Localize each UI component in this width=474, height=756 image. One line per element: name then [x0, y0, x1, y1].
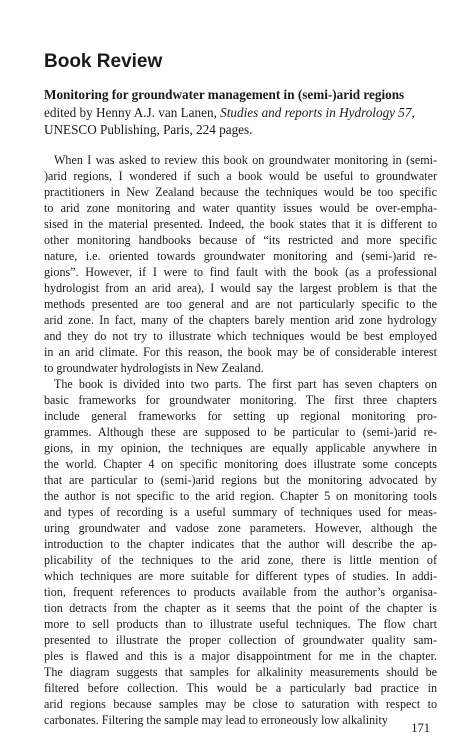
text-line: When I was asked to review this book on groundwater monitoring in (semi-	[54, 153, 437, 167]
text-line: that are particular to (semi-)arid regions but the monitoring advocated by	[44, 473, 437, 487]
text-line: to arid zone monitoring and water quantity issues would be over-empha-	[44, 201, 437, 215]
page-number: 171	[411, 721, 430, 735]
text-line: in an arid climate. For this reason, the book may be of considerable interest	[44, 345, 437, 359]
text-line: other monitoring handbooks because of “its restricted and more specific	[44, 233, 437, 247]
book-editor: edited by Henny A.J. van Lanen,	[44, 104, 221, 120]
text-line: nature, i.e. oriented towards groundwater monitoring and (semi-)arid re-	[44, 249, 437, 263]
text-line: grammes. Although these are supposed to be particular to (semi-)arid re-	[44, 425, 437, 439]
text-line: uring groundwater and vadose zone parameters. However, although the	[44, 521, 437, 535]
text-line: )arid regions, I wondered if such a book would be useful to groundwater	[44, 169, 437, 183]
text-line: the world. Chapter 4 on specific monitoring does illustrate some concepts	[44, 457, 437, 471]
text-line: sised in the material presented. Indeed, the book states that it is different to	[44, 217, 437, 231]
text-line: The book is divided into two parts. The first part has seven chapters on	[54, 377, 437, 391]
text-line: basic frameworks for groundwater monitoring. The first three chapters	[44, 393, 437, 407]
text-line: the author is not specific to the arid region. Chapter 5 on monitoring tools	[44, 489, 437, 503]
book-publisher: UNESCO Publishing, Paris, 224 pages.	[44, 122, 253, 137]
text-line: include general frameworks for setting up regional monitoring pro-	[44, 409, 437, 423]
text-line: and types of recording is a useful summary of techniques used for meas-	[44, 505, 437, 519]
text-line: filtered before collection. This would be a particularly bad practice in	[44, 681, 437, 695]
text-line: arid regions because samples may be close to saturation with respect to	[44, 697, 437, 711]
text-line: ples is flawed and this is a major disappointment for me in the chapter.	[44, 649, 437, 663]
text-line: practitioners in New Zealand because the techniques would be too specific	[44, 185, 437, 199]
text-line: which techniques are more suitable for different types of studies. In addi-	[44, 569, 437, 583]
text-line: presented to illustrate the proper collection of groundwater quality sam-	[44, 633, 437, 647]
text-line: and they do not try to illustrate which techniques would be best employed	[44, 329, 437, 343]
text-line: gions”. However, if I were to find fault with the book (as a professional	[44, 265, 437, 279]
text-line: tion detracts from the chapter as it seems that the point of the chapter is	[44, 601, 437, 615]
text-line: tion, frequent references to products available from the author’s organisa-	[44, 585, 437, 599]
book-title: Monitoring for groundwater management in (semi-)arid regions	[44, 87, 405, 102]
text-line: The diagram suggests that samples for alkalinity measurements should be	[44, 665, 437, 679]
book-citation	[44, 86, 437, 139]
text-line: methods presented are too general and are not particularly specific to the	[44, 297, 437, 311]
text-line: more to sell products than to illustrate useful techniques. The flow chart	[44, 617, 437, 631]
text-line: hydrologist from an arid area), I would say the largest problem is that the	[44, 281, 437, 295]
text-line: arid zone. In fact, many of the chapters barely mention arid zone hydrology	[44, 313, 437, 327]
review-paragraph-2	[44, 376, 437, 728]
text-line: gions, in my opinion, the techniques are equally applicable anywhere in	[44, 441, 437, 455]
book-editor-line	[44, 104, 437, 122]
text-line: introduction to the chapter indicates that the author will describe the ap-	[44, 537, 437, 551]
section-heading: Book Review	[44, 51, 163, 72]
review-paragraph-1	[44, 152, 437, 376]
text-line: to groundwater hydrologists in New Zealand.	[44, 361, 264, 375]
book-series: Studies and reports in Hydrology 57,	[220, 104, 415, 120]
text-line: carbonates. Filtering the sample may lead to erroneously low alkalinity	[44, 713, 388, 727]
text-line: plicability of the techniques to the arid zone, there is little mention of	[44, 553, 437, 567]
review-body	[44, 152, 437, 728]
